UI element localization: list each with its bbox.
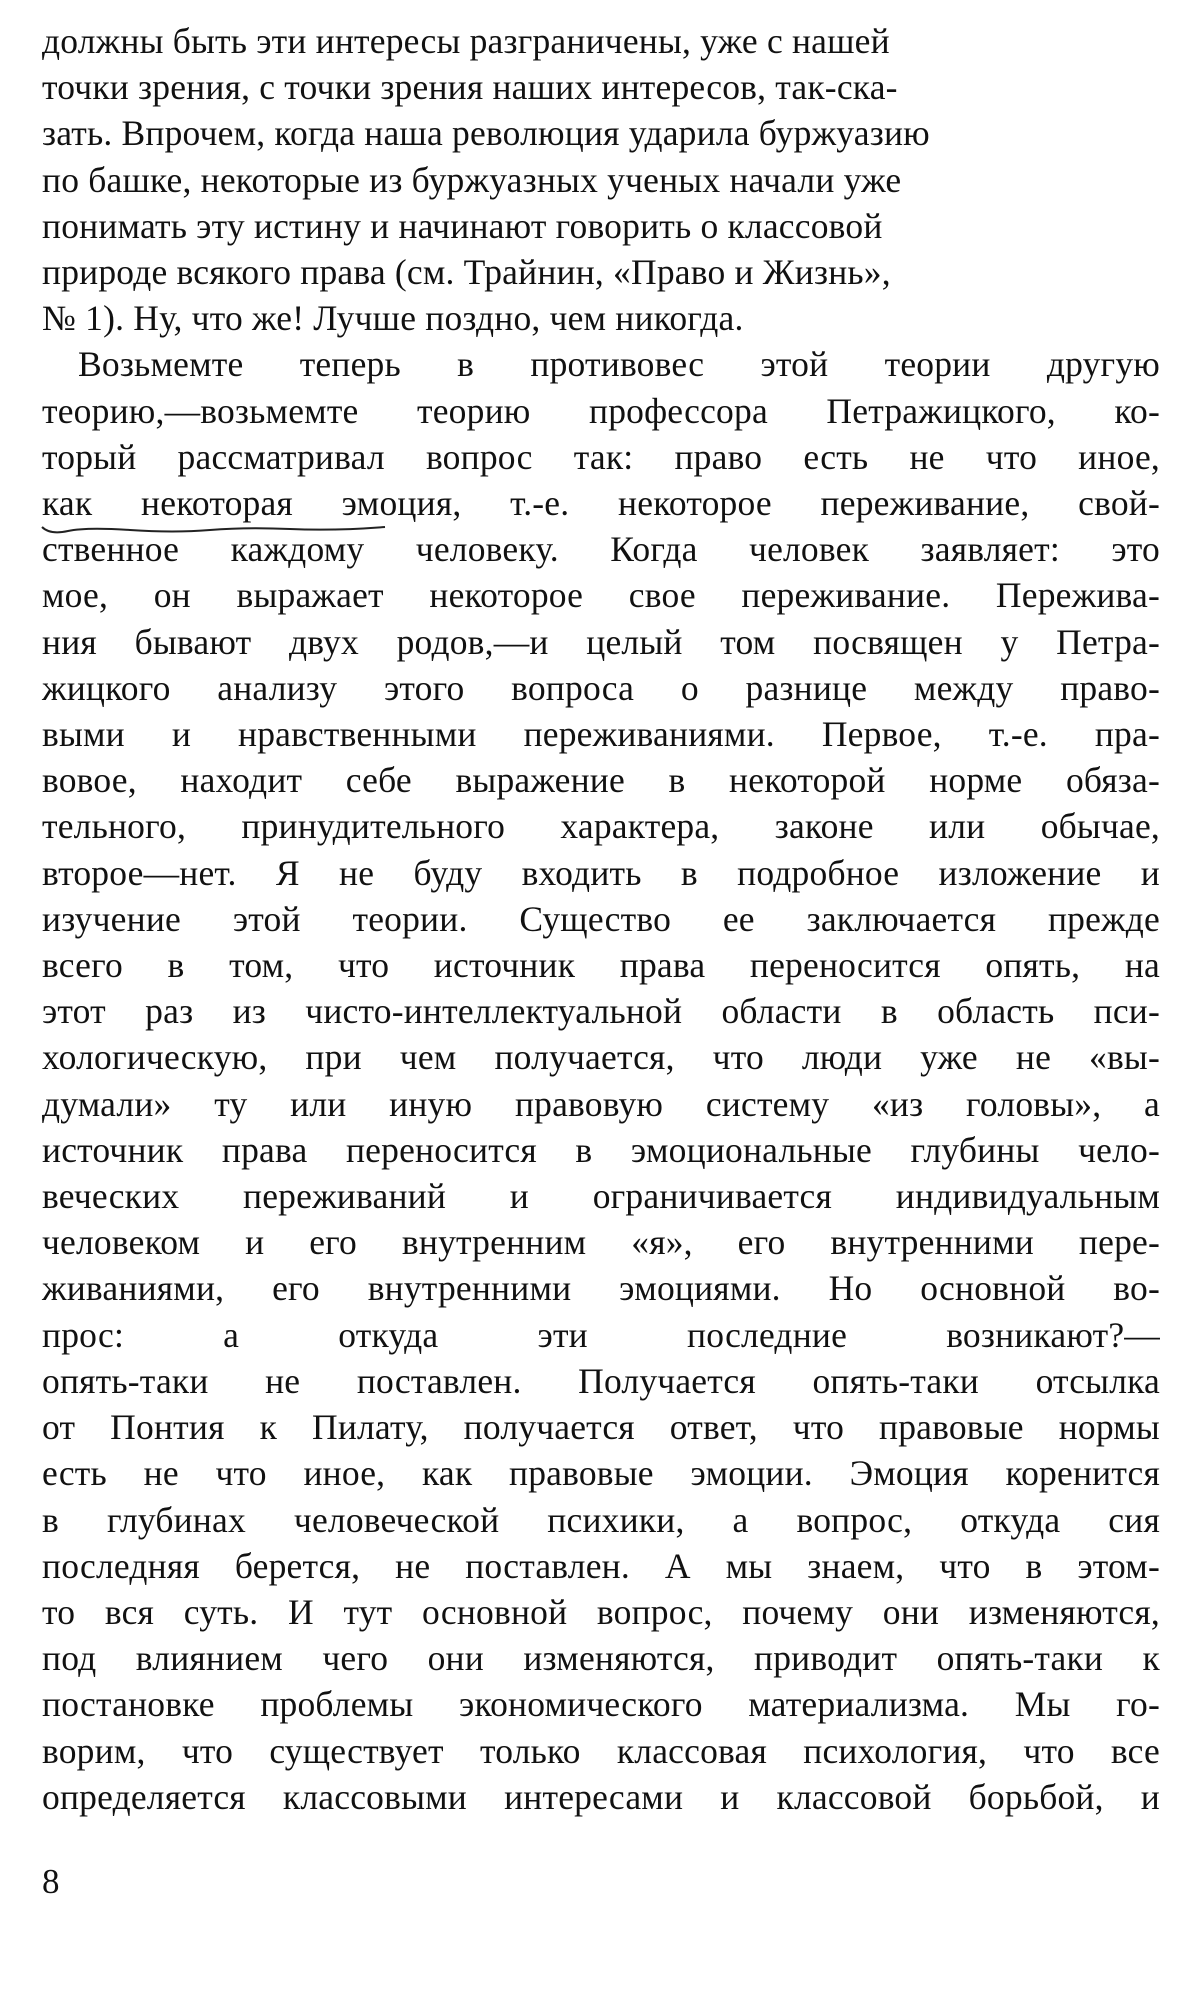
text-line: как некоторая эмоция, т.-е. некоторое переживание, свой-: [42, 483, 1160, 524]
text-line: под влиянием чего они изменяются, приводит опять-таки к: [42, 1638, 1160, 1679]
text-line: всего в том, что источник права переносится опять, на: [42, 945, 1160, 986]
body-text: [42, 18, 1160, 1820]
text-line: от Понтия к Пилату, получается ответ, что правовые нормы: [42, 1407, 1160, 1448]
handwritten-underline: [40, 521, 390, 537]
text-line: есть не что иное, как правовые эмоции. Эмоция коренится: [42, 1453, 1160, 1494]
text-line: ворим, что существует только классовая психология, что все: [42, 1730, 1160, 1771]
text-line: изучение этой теории. Существо ее заключается прежде: [42, 898, 1160, 939]
text-line: в глубинах человеческой психики, а вопрос, откуда сия: [42, 1499, 1160, 1540]
text-line: веческих переживаний и ограничивается индивидуальным: [42, 1176, 1160, 1217]
paragraph-1: [42, 18, 1160, 341]
text-line: определяется классовыми интересами и классовой борьбой, и: [42, 1776, 1160, 1817]
paragraph-2: [42, 341, 1160, 1820]
text-line: по башке, некоторые из буржуазных ученых начали уже: [42, 159, 902, 200]
text-line: последняя берется, не поставлен. А мы знаем, что в этом-: [42, 1545, 1160, 1586]
text-line: постановке проблемы экономического материализма. Мы го-: [42, 1684, 1160, 1725]
text-line: Возьмемте теперь в противовес этой теории другую: [78, 344, 1160, 385]
text-line: ственное каждому человеку. Когда человек заявляет: это: [42, 529, 1160, 570]
text-line: источник права переносится в эмоциональные глубины чело-: [42, 1129, 1160, 1170]
text-line: человеком и его внутренним «я», его внутренними пере-: [42, 1222, 1160, 1263]
text-line: теорию,—возьмемте теорию профессора Петражицкого, ко-: [42, 390, 1160, 431]
text-line: прос: а откуда эти последние возникают?—: [42, 1314, 1160, 1355]
text-line: должны быть эти интересы разграничены, уже с нашей: [42, 21, 890, 61]
text-line: тельного, принудительного характера, законе или обычае,: [42, 806, 1160, 847]
text-line: то вся суть. И тут основной вопрос, почему они изменяются,: [42, 1591, 1160, 1632]
text-line: вовое, находит себе выражение в некоторой норме обяза-: [42, 760, 1160, 801]
text-line: жицкого анализу этого вопроса о разнице между право-: [42, 667, 1160, 708]
text-line: зать. Впрочем, когда наша революция ударила буржуазию: [42, 113, 930, 154]
text-line: № 1). Ну, что же! Лучше поздно, чем никогда.: [42, 298, 744, 339]
text-line: торый рассматривал вопрос так: право есть не что иное,: [42, 436, 1160, 477]
text-line: точки зрения, с точки зрения наших интересов, так-ска-: [42, 67, 898, 108]
text-line: думали» ту или иную правовую систему «из головы», а: [42, 1083, 1160, 1124]
text-line: второе—нет. Я не буду входить в подробное изложение и: [42, 852, 1160, 893]
text-line: ния бывают двух родов,—и целый том посвящен у Петра-: [42, 621, 1160, 662]
text-line: мое, он выражает некоторое свое переживание. Пережива-: [42, 575, 1160, 616]
text-line: опять-таки не поставлен. Получается опять-таки отсылка: [42, 1360, 1160, 1401]
text-line: этот раз из чисто-интеллектуальной области в область пси-: [42, 991, 1160, 1032]
page-number: 8: [42, 1862, 60, 1901]
text-line: понимать эту истину и начинают говорить о классовой: [42, 205, 883, 246]
text-line: выми и нравственными переживаниями. Первое, т.-е. пра-: [42, 714, 1160, 755]
text-line: живаниями, его внутренними эмоциями. Но основной во-: [42, 1268, 1160, 1309]
text-line: природе всякого права (см. Трайнин, «Право и Жизнь»,: [42, 252, 891, 293]
text-line: хологическую, при чем получается, что люди уже не «вы-: [42, 1037, 1160, 1078]
